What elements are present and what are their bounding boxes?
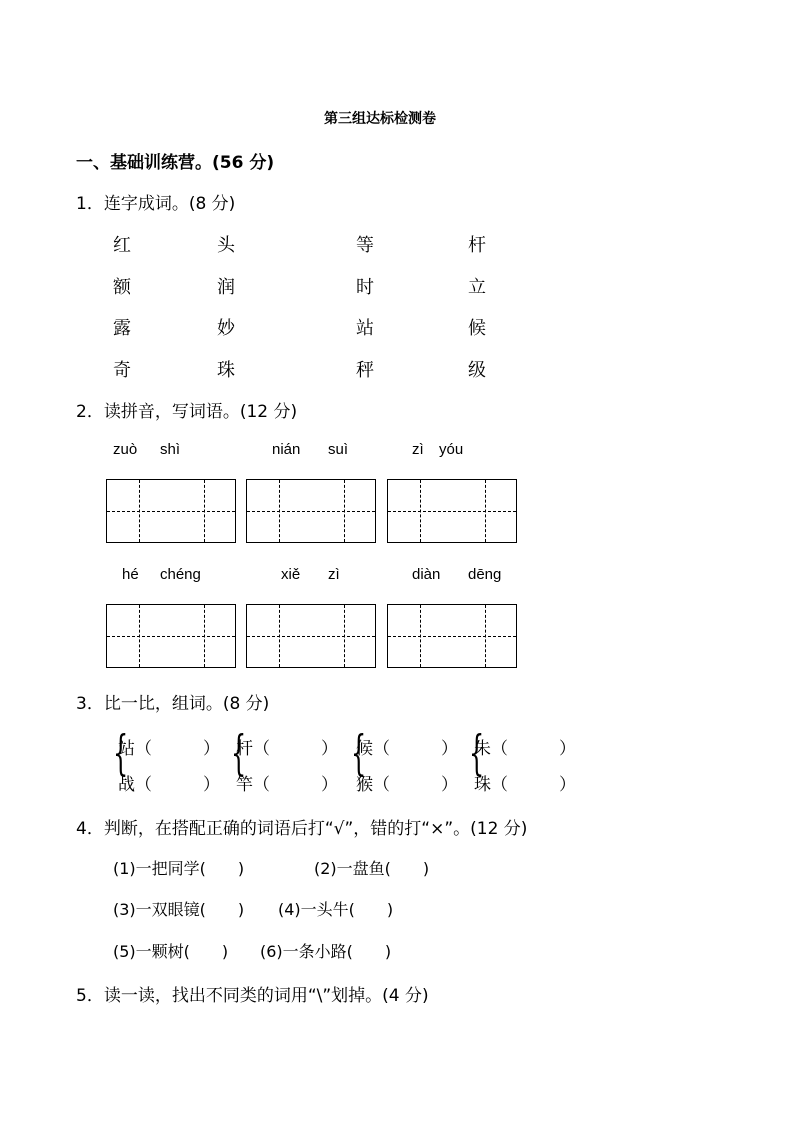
brace-icon: { bbox=[231, 725, 247, 781]
q1-char: 秤 bbox=[356, 360, 374, 381]
compare-word: 朱（ ） bbox=[474, 739, 576, 759]
q1-char: 级 bbox=[468, 360, 486, 381]
brace-icon: { bbox=[113, 725, 129, 781]
question-2-label: 2．读拼音，写词语。(12 分) bbox=[76, 402, 298, 422]
judge-item: (2)一盘鱼( ) bbox=[314, 859, 430, 878]
q1-char: 候 bbox=[468, 318, 486, 339]
compare-word: 站（ ） bbox=[118, 739, 220, 759]
compare-word: 战（ ） bbox=[118, 775, 220, 795]
pinyin: zuò bbox=[113, 441, 138, 458]
section-heading: 一、基础训练营。(56 分) bbox=[76, 153, 275, 173]
pinyin: hé bbox=[122, 566, 139, 583]
compare-word: 猴（ ） bbox=[356, 775, 458, 795]
pinyin: shì bbox=[160, 441, 181, 458]
q1-char: 珠 bbox=[217, 360, 235, 381]
q1-char: 等 bbox=[356, 235, 374, 256]
judge-item: (6)一条小路( ) bbox=[260, 942, 392, 961]
question-5-label: 5．读一读，找出不同类的词用“\”划掉。(4 分) bbox=[76, 986, 429, 1006]
pinyin: diàn bbox=[412, 566, 441, 583]
judge-item: (1)一把同学( ) bbox=[113, 859, 245, 878]
judge-item: (4)一头牛( ) bbox=[278, 900, 394, 919]
q1-char: 站 bbox=[356, 318, 374, 339]
q1-char: 时 bbox=[356, 277, 374, 298]
compare-word: 竿（ ） bbox=[236, 775, 338, 795]
pinyin: zì bbox=[412, 441, 424, 458]
pinyin: suì bbox=[328, 441, 349, 458]
brace-icon: { bbox=[351, 725, 367, 781]
q1-char: 杆 bbox=[468, 235, 486, 256]
writing-grid[interactable] bbox=[246, 604, 376, 668]
q1-char: 红 bbox=[113, 235, 131, 256]
writing-grid[interactable] bbox=[387, 604, 517, 668]
compare-word: 杆（ ） bbox=[236, 739, 338, 759]
question-3-label: 3．比一比，组词。(8 分) bbox=[76, 694, 270, 714]
pinyin: xiě bbox=[281, 566, 301, 583]
writing-grid[interactable] bbox=[106, 479, 236, 543]
question-1-label: 1．连字成词。(8 分) bbox=[76, 194, 236, 214]
judge-item: (5)一颗树( ) bbox=[113, 942, 229, 961]
pinyin: nián bbox=[272, 441, 301, 458]
q1-char: 立 bbox=[468, 277, 486, 298]
pinyin: zì bbox=[328, 566, 340, 583]
brace-icon: { bbox=[469, 725, 485, 781]
judge-item: (3)一双眼镜( ) bbox=[113, 900, 245, 919]
writing-grid[interactable] bbox=[246, 479, 376, 543]
compare-word: 珠（ ） bbox=[474, 775, 576, 795]
compare-word: 候（ ） bbox=[356, 739, 458, 759]
pinyin: dēng bbox=[468, 566, 502, 583]
question-4-label: 4．判断，在搭配正确的词语后打“√”，错的打“×”。(12 分) bbox=[76, 819, 528, 839]
q1-char: 露 bbox=[113, 318, 131, 339]
q1-char: 头 bbox=[217, 235, 235, 256]
q1-char: 妙 bbox=[217, 318, 235, 339]
writing-grid[interactable] bbox=[106, 604, 236, 668]
writing-grid[interactable] bbox=[387, 479, 517, 543]
q1-char: 额 bbox=[113, 277, 131, 298]
page-title: 第三组达标检测卷 bbox=[324, 111, 436, 127]
pinyin: yóu bbox=[439, 441, 464, 458]
pinyin: chéng bbox=[160, 566, 201, 583]
q1-char: 润 bbox=[217, 277, 235, 298]
q1-char: 奇 bbox=[113, 360, 131, 381]
